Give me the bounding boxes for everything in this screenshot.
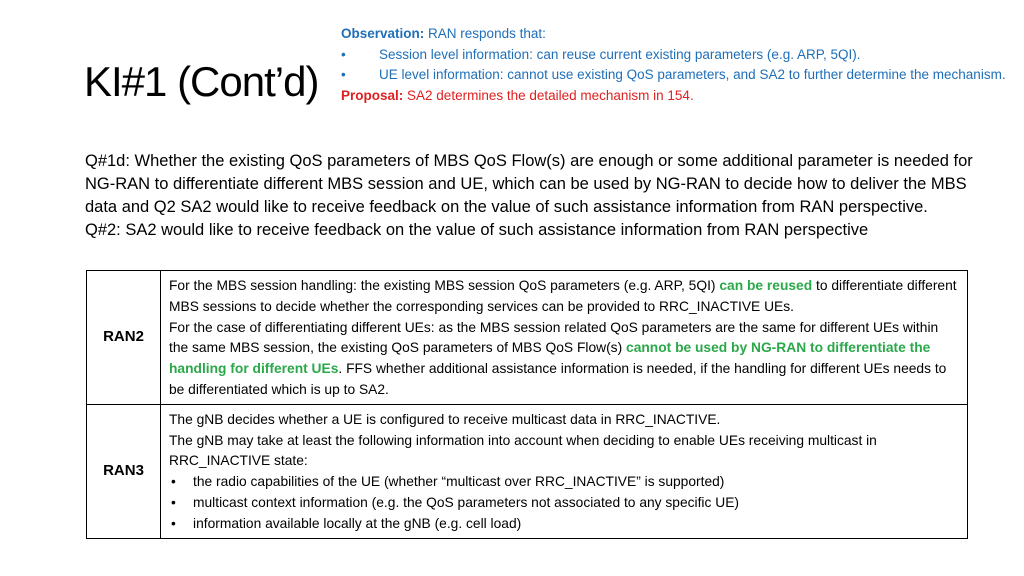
ran3-bullet bbox=[169, 493, 959, 514]
ran3-line1: The gNB decides whether a UE is configured to receive multicast data in RRC_INACTIVE. bbox=[169, 411, 721, 427]
ran2-p2-highlight: cannot be used by NG-RAN to differentiate the handling for different UEs bbox=[169, 340, 931, 377]
observation-header bbox=[341, 24, 1011, 45]
proposal-text: SA2 determines the detailed mechanism in 154. bbox=[407, 87, 694, 103]
ran2-paragraph-session bbox=[169, 276, 959, 318]
question-1d: Q#1d: Whether the existing QoS parameters of MBS QoS Flow(s) are enough or some additional parameter is needed for NG-RAN to differentiate different MBS session and UE, which can be used by NG-RAN to decide how to deliver the MBS data and Q2 SA2 would like to receive feedback on the value of such assistance information from RAN perspective. bbox=[85, 152, 973, 216]
bullet-icon: • bbox=[171, 515, 176, 531]
observation-bullet-text: Session level information: can reuse current existing parameters (e.g. ARP, 5QI). bbox=[379, 46, 861, 62]
ran2-p1-highlight: can be reused bbox=[719, 278, 813, 293]
table-row-ran3 bbox=[87, 404, 968, 538]
ran3-response bbox=[161, 404, 968, 538]
ran3-bullet-text: the radio capabilities of the UE (whether “multicast over RRC_INACTIVE” is supported) bbox=[193, 474, 725, 490]
bullet-icon: • bbox=[341, 46, 346, 62]
observation-bullet bbox=[341, 65, 1011, 86]
bullet-icon: • bbox=[171, 494, 176, 510]
questions-block bbox=[85, 150, 985, 242]
observation-intro: RAN responds that: bbox=[428, 26, 546, 41]
ran3-label: RAN3 bbox=[87, 404, 161, 538]
ran2-p2-text-end: . FFS whether additional assistance information is needed, if the handling for different UEs needs to be differentiated which is up to SA2. bbox=[169, 361, 947, 397]
question-2: Q#2: SA2 would like to receive feedback on the value of such assistance information from RAN perspective bbox=[85, 221, 869, 239]
ran2-label: RAN2 bbox=[87, 271, 161, 405]
observation-label: Observation: bbox=[341, 26, 425, 41]
ran3-bullet-text: information available locally at the gNB (e.g. cell load) bbox=[193, 515, 522, 531]
observation-bullet-text: UE level information: cannot use existing QoS parameters, and SA2 to further determine the mechanism. bbox=[379, 67, 1006, 82]
ran3-bullet bbox=[169, 472, 959, 493]
ran2-p1-text: For the MBS session handling: the existing MBS session QoS parameters (e.g. ARP, 5QI) bbox=[169, 278, 720, 293]
ran2-response bbox=[161, 271, 968, 405]
ran3-bullet bbox=[169, 514, 959, 535]
observation-bullet bbox=[341, 45, 1011, 66]
slide-title: KI#1 (Cont’d) bbox=[84, 58, 319, 105]
ran2-p2-text: For the case of differentiating different UEs: as the MBS session related QoS parameters are the same for different UEs within the same MBS session, the existing QoS parameters of MBS QoS Flow(s) bbox=[169, 319, 939, 356]
ran2-p1-text-end: to differentiate different MBS sessions to decide whether the corresponding services can be provided to RRC_INACTIVE UEs. bbox=[169, 278, 957, 314]
ran3-line2: The gNB may take at least the following information into account when deciding to enable UEs receiving multicast in RRC_INACTIVE state: bbox=[169, 432, 877, 469]
table-row-ran2 bbox=[87, 271, 968, 405]
bullet-icon: • bbox=[171, 474, 176, 490]
bullet-icon: • bbox=[341, 67, 346, 82]
ran3-bullet-text: multicast context information (e.g. the QoS parameters not associated to any specific UE) bbox=[193, 494, 739, 510]
proposal-label: Proposal: bbox=[341, 87, 404, 103]
observation-box bbox=[341, 24, 1011, 106]
ran-feedback-table bbox=[86, 270, 968, 539]
proposal-line bbox=[341, 86, 1011, 107]
ran2-paragraph-ue bbox=[169, 318, 959, 401]
